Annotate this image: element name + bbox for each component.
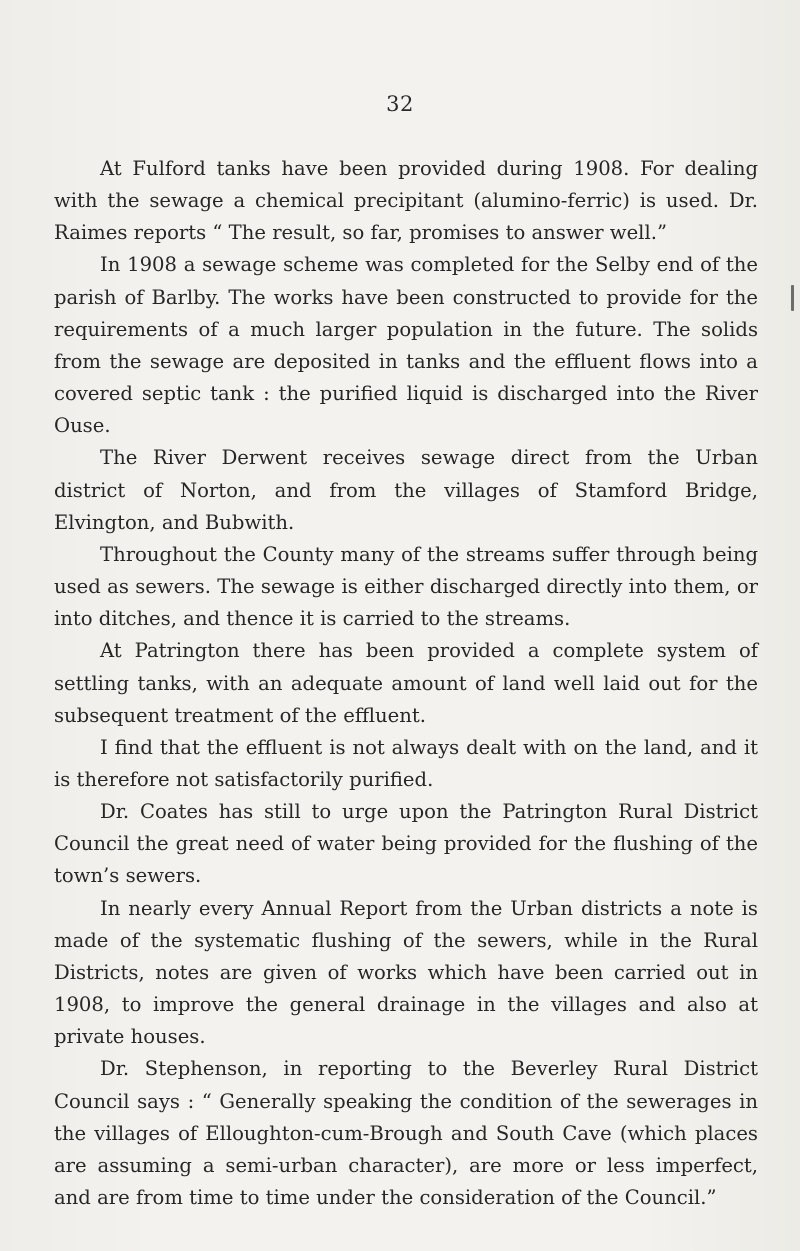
paragraph-barlby-scheme: In 1908 a sewage scheme was completed for the Selby end of the parish of Barlby. The works have been constructed to provide for the requirements of a much larger population in the future. The solids from the sewage are deposited in tanks and the effluent flows into a covered septic tank : the purified liquid is discharged into the River Ouse.: [54, 253, 758, 438]
paragraph-beverley-report: Dr. Stephenson, in reporting to the Beverley Rural District Council says : “ Generally speaking the condition of the sewerages in the villages of Elloughton-cum-Brough and South Cave (which places are assuming a semi-urban character), are more or less imperfect, and are from time to time under the consideration of the Council.”: [54, 1057, 758, 1209]
paragraph-patrington-flushing: Dr. Coates has still to urge upon the Patrington Rural District Council the great need of water being provided for the flushing of the town’s sewers.: [54, 800, 758, 888]
body-text: [54, 153, 758, 1214]
paragraph-effluent-not-purified: I find that the effluent is not always dealt with on the land, and it is therefore not satisfactorily purified.: [54, 735, 758, 791]
paragraph-patrington-tanks: At Patrington there has been provided a complete system of settling tanks, with an adequate amount of land well laid out for the subsequent treatment of the effluent.: [54, 639, 758, 727]
paragraph-fulford-tanks: At Fulford tanks have been provided during 1908. For dealing with the sewage a chemical precipitant (alumino-ferric) is used. Dr. Raimes reports “ The result, so far, promises to answer well.”: [54, 157, 758, 245]
page-number: 32: [386, 92, 414, 116]
page-edge-mark: [791, 285, 794, 311]
paragraph-annual-reports: In nearly every Annual Report from the Urban districts a note is made of the systematic flushing of the sewers, while in the Rural Districts, notes are given of works which have been carried out in 1908, to improve the general drainage in the villages and also at private houses.: [54, 896, 758, 1049]
paragraph-river-derwent: The River Derwent receives sewage direct from the Urban district of Norton, and from the villages of Stamford Bridge, Elvington, and Bubwith.: [54, 446, 758, 534]
paragraph-streams-as-sewers: Throughout the County many of the streams suffer through being used as sewers. The sewage is either discharged directly into them, or into ditches, and thence it is carried to the streams.: [54, 542, 758, 631]
